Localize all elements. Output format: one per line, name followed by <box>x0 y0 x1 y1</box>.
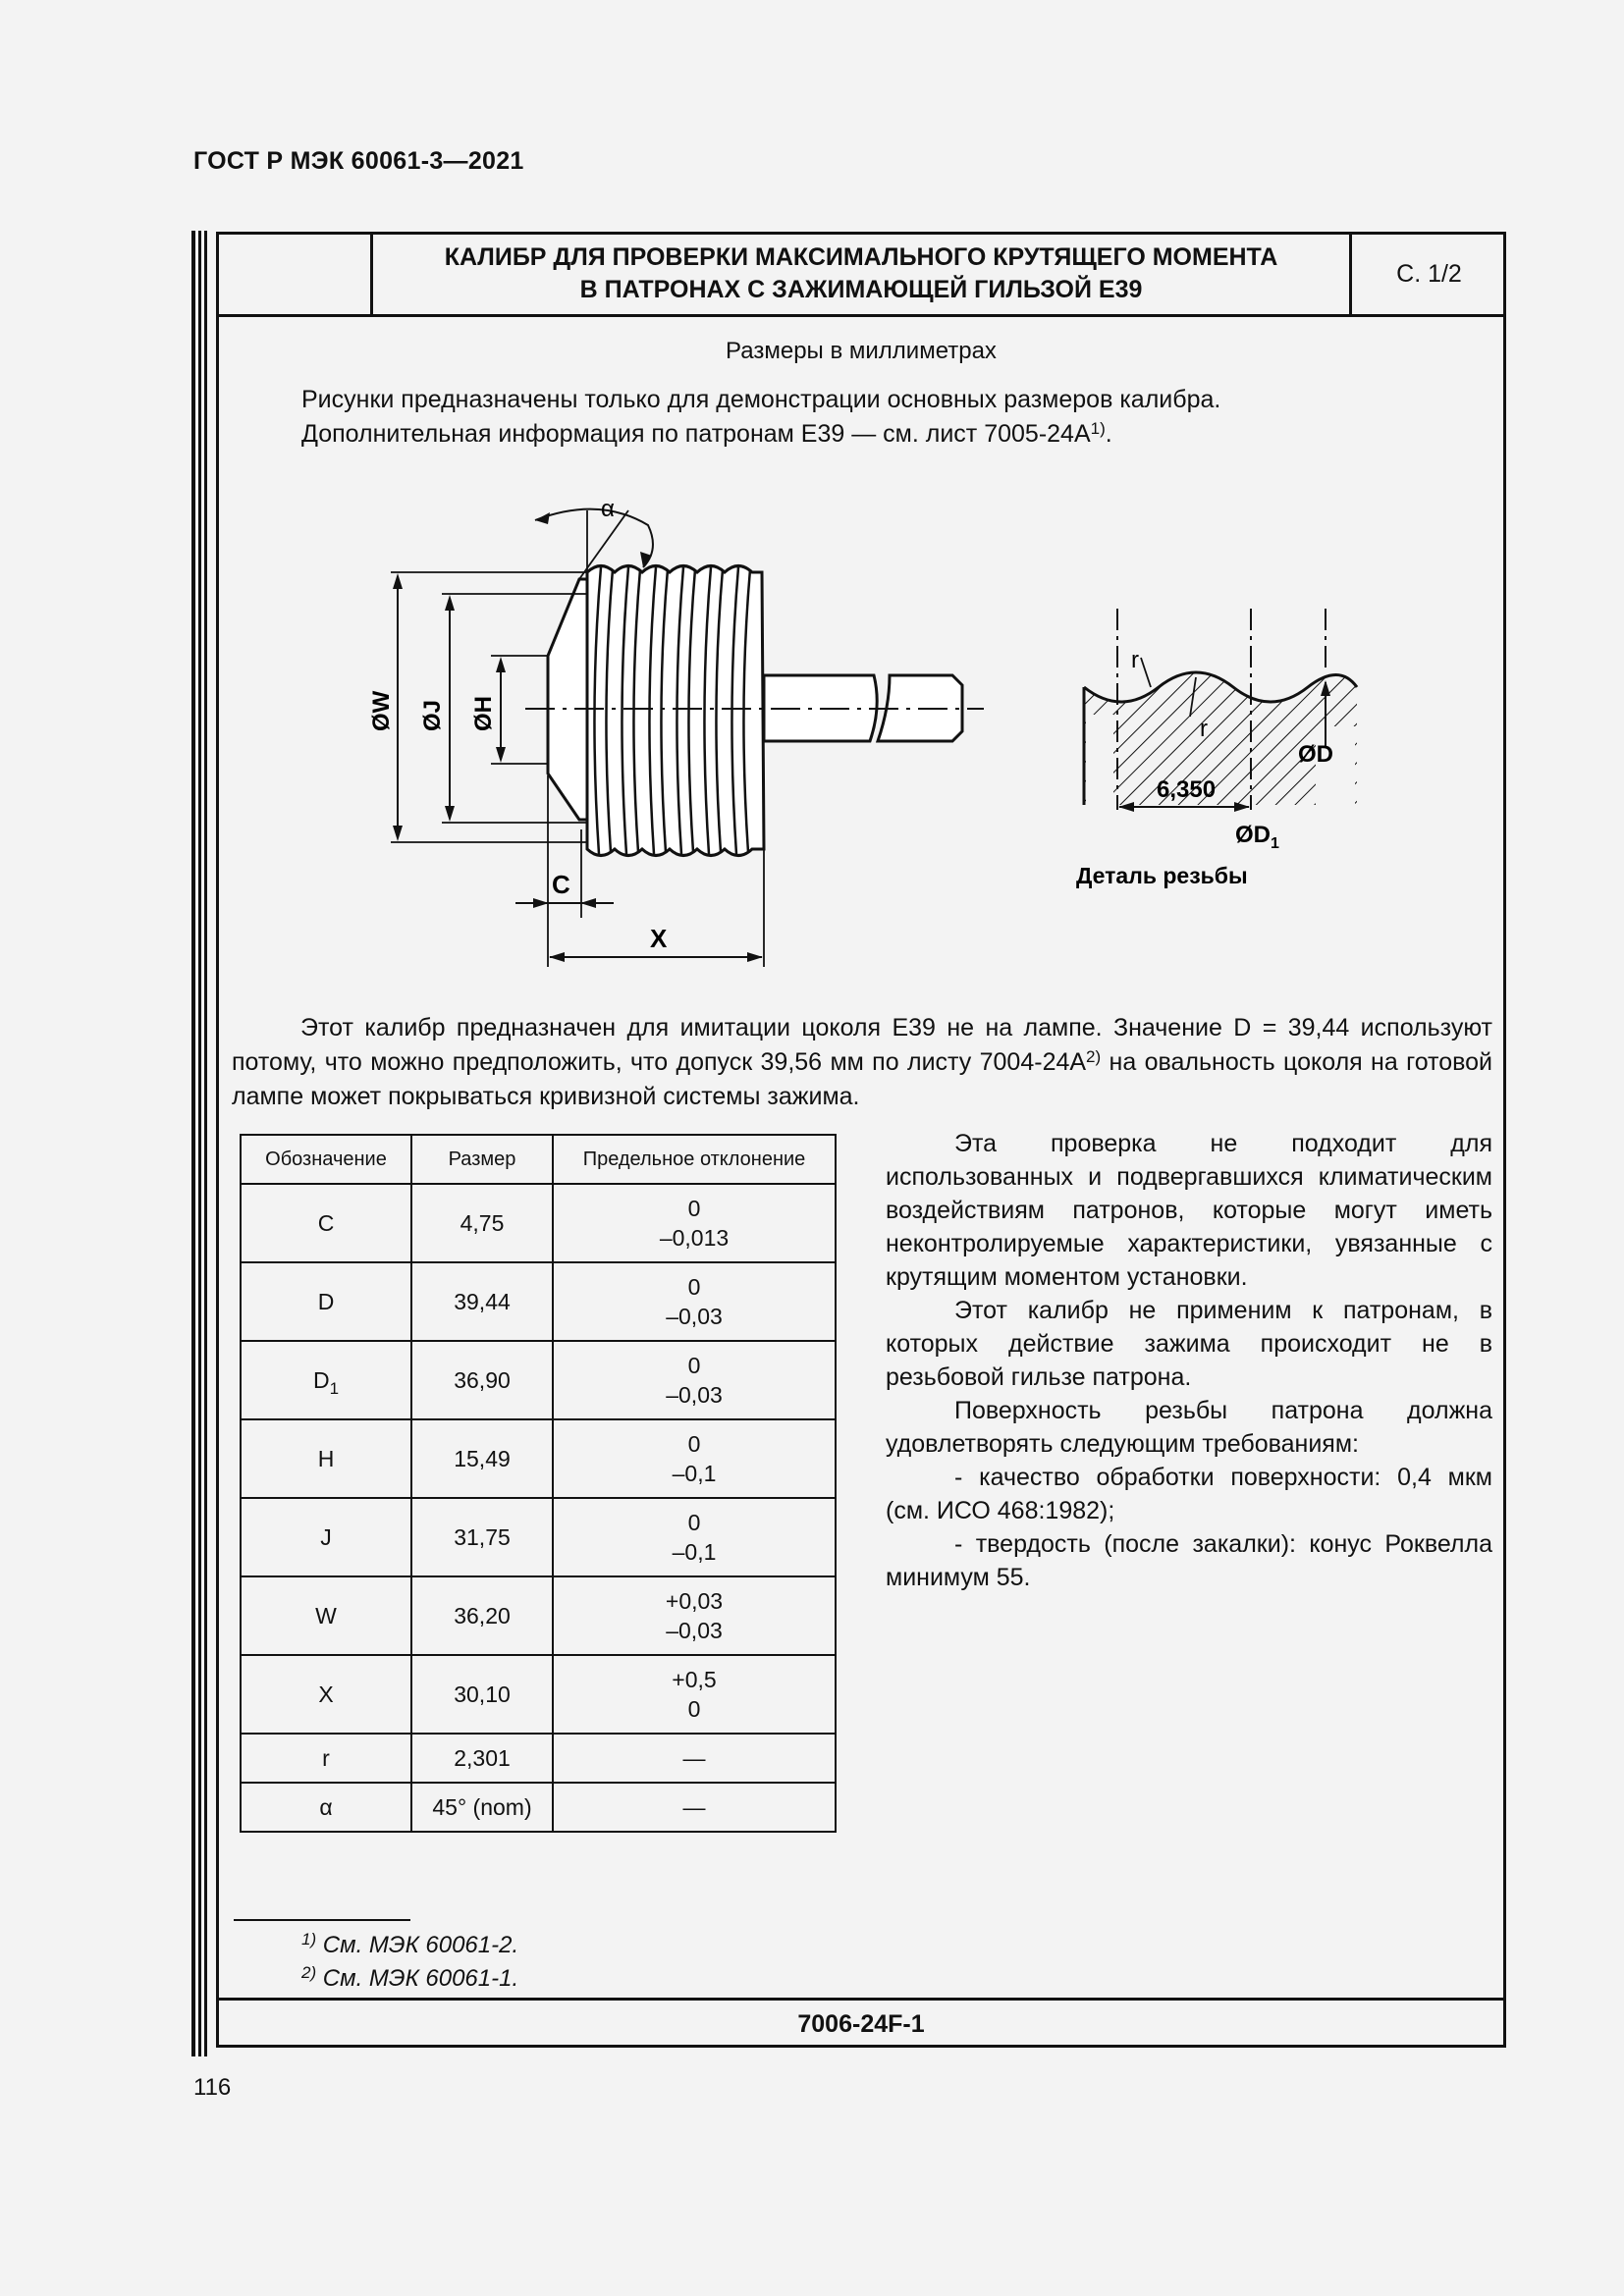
cell-size: 30,10 <box>411 1655 553 1734</box>
cell-designation: α <box>241 1783 411 1832</box>
gauge-drawing <box>0 0 1624 1001</box>
sheet-code: 7006-24F-1 <box>797 2010 925 2038</box>
intro-line1: Рисунки предназначены только для демонстрации основных размеров калибра. <box>301 386 1221 413</box>
table-row <box>241 1419 836 1498</box>
cell-size: 39,44 <box>411 1262 553 1341</box>
dimensions-table <box>240 1134 837 1833</box>
cell-tolerance: 0 –0,013 <box>553 1184 836 1262</box>
footnotes <box>301 1929 518 1996</box>
cell-size: 45° (nom) <box>411 1783 553 1832</box>
label-D: ØD <box>1298 741 1333 768</box>
cell-tolerance: — <box>553 1734 836 1783</box>
cell-designation: W <box>241 1576 411 1655</box>
cell-size: 36,20 <box>411 1576 553 1655</box>
cell-designation: D <box>241 1262 411 1341</box>
requirements-p5: - твердость (после закалки): конус Роквелла минимум 55. <box>886 1530 1492 1591</box>
label-H: ØH <box>470 696 497 731</box>
cell-size: 4,75 <box>411 1184 553 1262</box>
table-row <box>241 1498 836 1576</box>
sheet-number: С. 1/2 <box>1396 259 1462 288</box>
col-header-tolerance: Предельное отклонение <box>553 1135 836 1184</box>
cell-designation: C <box>241 1184 411 1262</box>
requirements-p3: Поверхность резьбы патрона должна удовлетворять следующим требованиям: <box>886 1397 1492 1458</box>
intro-line2: Дополнительная информация по патронам E39 — см. лист $7005-24A^{1)}$. <box>301 419 1112 448</box>
cell-designation: H <box>241 1419 411 1498</box>
footnote-ref: 1) <box>1090 419 1106 438</box>
cell-tolerance: 0 –0,03 <box>553 1262 836 1341</box>
requirements-p1: Эта проверка не подходит для использованных и подвергавшихся климатическим воздействиям патронов, которые могут иметь неконтролируемые характеристики, увязанные с крутящим моментом установки. <box>886 1130 1492 1291</box>
description-paragraph: Этот калибр предназначен для имитации цоколя E39 не на лампе. Значение D = 39,44 используют потому, что можно предположить, что допуск 39,56 мм по листу $7004-24A^{2)}$ на овальность цоколя на готовой лампе может покрываться кривизной системы зажима. <box>232 1014 1492 1110</box>
label-J: ØJ <box>419 699 446 731</box>
cell-tolerance: 0 –0,1 <box>553 1419 836 1498</box>
col-header-designation: Обозначение <box>241 1135 411 1184</box>
cell-tolerance: +0,5 0 <box>553 1655 836 1734</box>
document-header: ГОСТ Р МЭК 60061-3—2021 <box>193 147 524 175</box>
sheet-title-line2: В ПАТРОНАХ С ЗАЖИМАЮЩЕЙ ГИЛЬЗОЙ E39 <box>579 276 1143 303</box>
page-number: 116 <box>193 2074 232 2101</box>
cell-size: 15,49 <box>411 1419 553 1498</box>
sheet-title-line1: КАЛИБР ДЛЯ ПРОВЕРКИ МАКСИМАЛЬНОГО КРУТЯЩЕГО МОМЕНТА <box>444 243 1278 271</box>
label-pitch: 6,350 <box>1157 776 1217 803</box>
cell-designation: r <box>241 1734 411 1783</box>
detail-caption: Деталь резьбы <box>1076 863 1248 888</box>
label-alpha: α <box>601 496 615 522</box>
footnote-divider <box>234 1919 410 1921</box>
requirements-p2: Этот калибр не применим к патронам, в которых действие зажима происходит не в резьбовой гильзе патрона. <box>886 1297 1492 1391</box>
label-C: C <box>552 870 570 899</box>
cell-tolerance: — <box>553 1783 836 1832</box>
cell-tolerance: +0,03 –0,03 <box>553 1576 836 1655</box>
cell-size: 31,75 <box>411 1498 553 1576</box>
table-row <box>241 1341 836 1419</box>
footer-divider <box>216 1998 1506 2001</box>
thread-detail <box>1084 609 1357 815</box>
cell-size: 2,301 <box>411 1734 553 1783</box>
table-header-row <box>241 1135 836 1184</box>
gauge-threaded-body <box>587 566 764 856</box>
units-note: Размеры в миллиметрах <box>726 338 997 364</box>
label-X: X <box>650 924 668 953</box>
cell-size: 36,90 <box>411 1341 553 1419</box>
cell-designation: $D_1$ <box>241 1341 411 1419</box>
gauge-chamfer <box>548 579 587 820</box>
label-D1: $ØD_1$ <box>1235 822 1279 852</box>
cell-designation: X <box>241 1655 411 1734</box>
table-row <box>241 1783 836 1832</box>
cell-tolerance: 0 –0,03 <box>553 1341 836 1419</box>
label-r2: r <box>1200 716 1208 742</box>
footnote-ref: 2) <box>1086 1047 1102 1066</box>
table-row <box>241 1184 836 1262</box>
table-row <box>241 1655 836 1734</box>
table-row <box>241 1576 836 1655</box>
cell-designation: J <box>241 1498 411 1576</box>
requirements-text <box>886 1127 1492 1594</box>
footnote-2: $^{2)}$ См. МЭК 60061-1. <box>301 1963 519 1992</box>
label-r1: r <box>1131 647 1139 673</box>
label-W: ØW <box>368 690 395 731</box>
cell-tolerance: 0 –0,1 <box>553 1498 836 1576</box>
requirements-p4: - качество обработки поверхности: 0,4 мкм (см. ИСО 468:1982); <box>886 1464 1492 1524</box>
col-header-size: Размер <box>411 1135 553 1184</box>
table-row <box>241 1262 836 1341</box>
table-row <box>241 1734 836 1783</box>
footnote-1: $^{1)}$ См. МЭК 60061-2. <box>301 1930 519 1958</box>
